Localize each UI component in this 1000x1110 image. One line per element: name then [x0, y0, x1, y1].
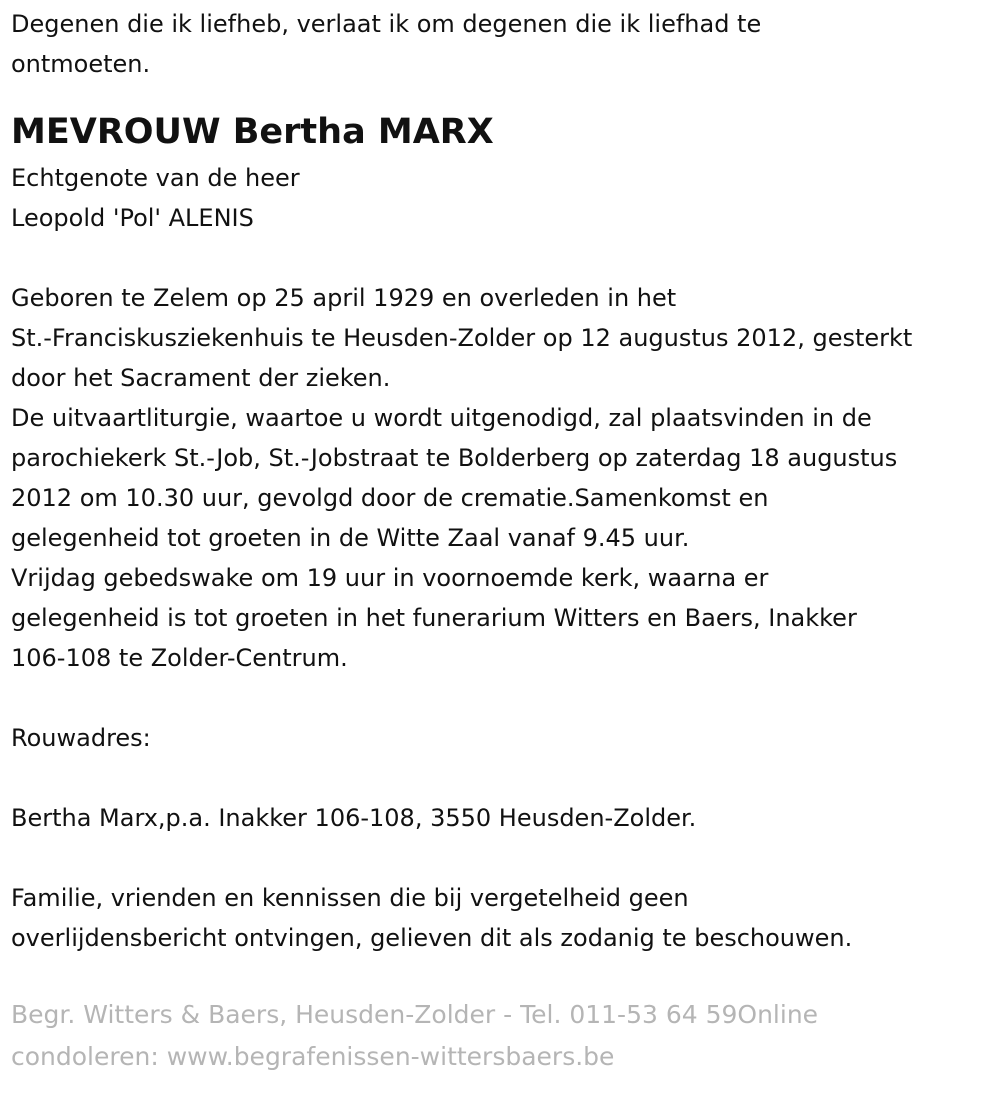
spacer [11, 758, 1000, 798]
quote [11, 4, 1000, 84]
spouse-line: Echtgenote van de heer [11, 164, 300, 192]
body-line: gelegenheid is tot groeten in het funerarium Witters en Baers, Inakker [11, 604, 857, 632]
spacer [11, 678, 1000, 718]
body-line: 2012 om 10.30 uur, gevolgd door de crematie.Samenkomst en [11, 484, 769, 512]
spouse-line: Leopold 'Pol' ALENIS [11, 204, 254, 232]
quote-line: Degenen die ik liefheb, verlaat ik om degenen die ik liefhad te [11, 10, 762, 38]
notice-body [11, 278, 1000, 678]
body-line: 106-108 te Zolder-Centrum. [11, 644, 348, 672]
body-line: Vrijdag gebedswake om 19 uur in voornoemde kerk, waarna er [11, 564, 769, 592]
body-line: parochiekerk St.-Job, St.-Jobstraat te Bolderberg op zaterdag 18 augustus [11, 444, 898, 472]
funeral-home-footer [11, 994, 1000, 1078]
closing-line: Familie, vrienden en kennissen die bij vergetelheid geen [11, 884, 689, 912]
body-line: St.-Franciskusziekenhuis te Heusden-Zolder op 12 augustus 2012, gesterkt [11, 324, 913, 352]
body-line: De uitvaartliturgie, waartoe u wordt uitgenodigd, zal plaatsvinden in de [11, 404, 872, 432]
body-line: door het Sacrament der zieken. [11, 364, 391, 392]
footer-line: Begr. Witters & Baers, Heusden-Zolder - Tel. 011-53 64 59Online [11, 1000, 819, 1029]
body-line: Geboren te Zelem op 25 april 1929 en overleden in het [11, 284, 677, 312]
footer-line: condoleren: www.begrafenissen-wittersbaers.be [11, 1042, 615, 1071]
body-line: gelegenheid tot groeten in de Witte Zaal vanaf 9.45 uur. [11, 524, 690, 552]
spacer [11, 238, 1000, 278]
rouwadres-label: Rouwadres: [11, 724, 151, 752]
closing-note [11, 878, 1000, 958]
rouwadres-address: Bertha Marx,p.a. Inakker 106-108, 3550 Heusden-Zolder. [11, 804, 697, 832]
spouse-info [11, 158, 1000, 238]
deceased-name: MEVROUW Bertha MARX [11, 112, 494, 152]
quote-line: ontmoeten. [11, 50, 151, 78]
closing-line: overlijdensbericht ontvingen, gelieven dit als zodanig te beschouwen. [11, 924, 853, 952]
spacer [11, 838, 1000, 878]
